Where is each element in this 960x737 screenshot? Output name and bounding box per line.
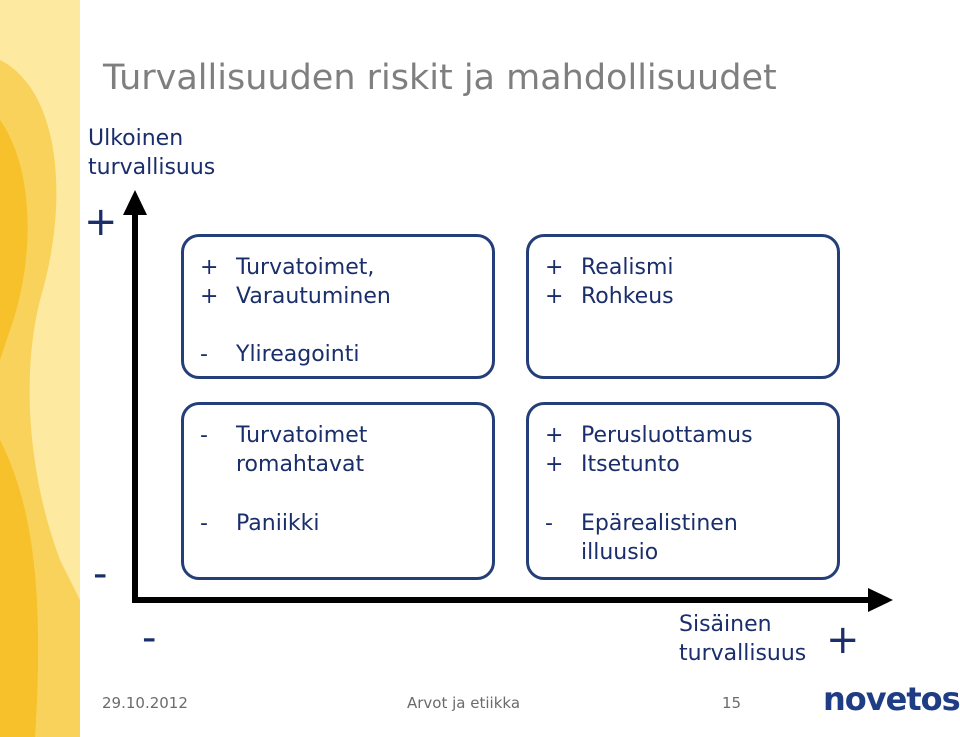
item-text: Ylireagointi — [236, 342, 360, 367]
x-axis-minus: - — [142, 615, 157, 661]
quadrant-bottom-right — [526, 402, 840, 580]
item-marker: - — [200, 423, 208, 448]
item-text: Rohkeus — [581, 284, 674, 309]
quadrant-item — [545, 282, 674, 311]
x-axis-arrowhead — [868, 588, 893, 612]
item-marker: + — [200, 284, 219, 309]
y-axis-plus: + — [84, 199, 118, 245]
y-axis-label-line1: Ulkoinen — [88, 126, 184, 151]
footer-date: 29.10.2012 — [102, 694, 188, 712]
item-marker: - — [545, 511, 553, 536]
x-axis-label-line1: Sisäinen — [679, 612, 772, 637]
page-title: Turvallisuuden riskit ja mahdollisuudet — [103, 58, 777, 98]
novetos-logo: novetos — [823, 680, 960, 718]
quadrant-top-right — [526, 234, 840, 379]
y-axis-label-line2: turvallisuus — [88, 155, 216, 180]
item-marker: + — [545, 423, 564, 448]
x-axis-plus: + — [826, 617, 860, 663]
quadrant-item — [200, 509, 320, 538]
x-axis-label — [679, 610, 806, 668]
item-text: Perusluottamus — [581, 423, 753, 448]
item-marker: + — [545, 255, 564, 280]
item-text: Itsetunto — [581, 452, 680, 477]
item-marker: - — [200, 342, 208, 367]
quadrant-item — [200, 421, 367, 479]
quadrant-top-left — [181, 234, 495, 379]
quadrant-item — [545, 450, 680, 479]
item-text: Turvatoimet — [236, 423, 368, 448]
quadrant-bottom-left — [181, 402, 495, 580]
item-text-continued: illuusio — [581, 540, 659, 565]
quadrant-item — [200, 340, 359, 369]
quadrant-item — [200, 282, 391, 311]
footer-center: Arvot ja etiikka — [407, 694, 521, 712]
item-marker: - — [200, 511, 208, 536]
item-text: Varautuminen — [236, 284, 391, 309]
item-text: Paniikki — [236, 511, 320, 536]
quadrant-item — [545, 253, 674, 282]
item-marker: + — [545, 452, 564, 477]
quadrant-item — [545, 421, 753, 450]
y-axis-minus: - — [93, 551, 108, 597]
footer-page-number: 15 — [722, 694, 742, 712]
quadrant-item — [545, 509, 738, 567]
x-axis-label-line2: turvallisuus — [679, 641, 807, 666]
item-text-continued: romahtavat — [236, 452, 365, 477]
item-marker: + — [200, 255, 219, 280]
item-marker: + — [545, 284, 564, 309]
y-axis-arrowhead — [123, 190, 147, 215]
item-text: Realismi — [581, 255, 674, 280]
item-text: Turvatoimet, — [236, 255, 375, 280]
quadrant-item — [200, 253, 374, 282]
item-text: Epärealistinen — [581, 511, 738, 536]
